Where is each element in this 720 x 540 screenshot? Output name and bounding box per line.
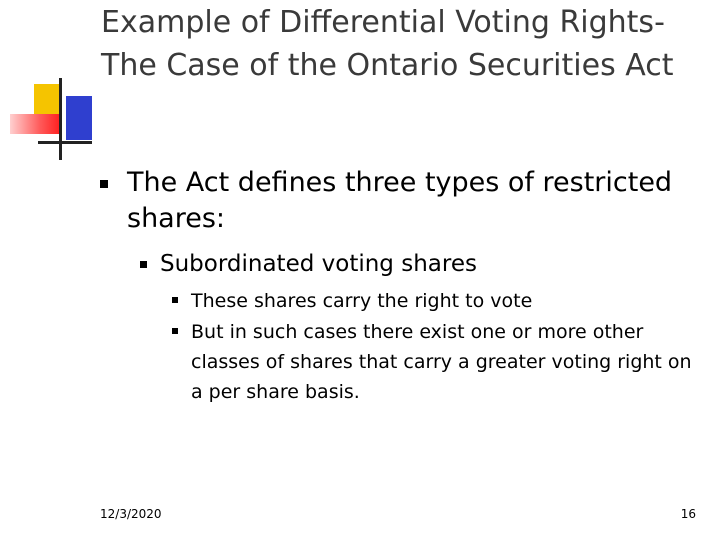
square-bullet-icon (172, 297, 178, 303)
bullet-level-3 (172, 317, 702, 407)
bullet-text: The Act defines three types of restricted shares: (127, 167, 673, 234)
blue-square (66, 96, 92, 140)
square-bullet-icon (140, 261, 147, 268)
bullet-text: Subordinated voting shares (160, 251, 477, 277)
page-number: 16 (680, 507, 696, 521)
horizontal-line (38, 141, 92, 144)
square-bullet-icon (100, 180, 108, 188)
slide-title: Example of Differential Voting Rights- The Case of the Ontario Securities Act (101, 5, 674, 83)
bullet-level-3 (172, 286, 702, 316)
bullet-text: But in such cases there exist one or more other classes of shares that carry a greater voting right on a per share basis. (191, 321, 692, 403)
yellow-square (34, 84, 62, 118)
bullet-level-1 (100, 165, 710, 237)
red-gradient-bar (10, 114, 60, 134)
vertical-line (59, 78, 62, 160)
square-bullet-icon (172, 328, 178, 334)
footer-date: 12/3/2020 (100, 507, 162, 521)
bullet-text: These shares carry the right to vote (191, 290, 533, 312)
decorative-logo (0, 0, 110, 170)
bullet-level-2 (140, 248, 700, 280)
